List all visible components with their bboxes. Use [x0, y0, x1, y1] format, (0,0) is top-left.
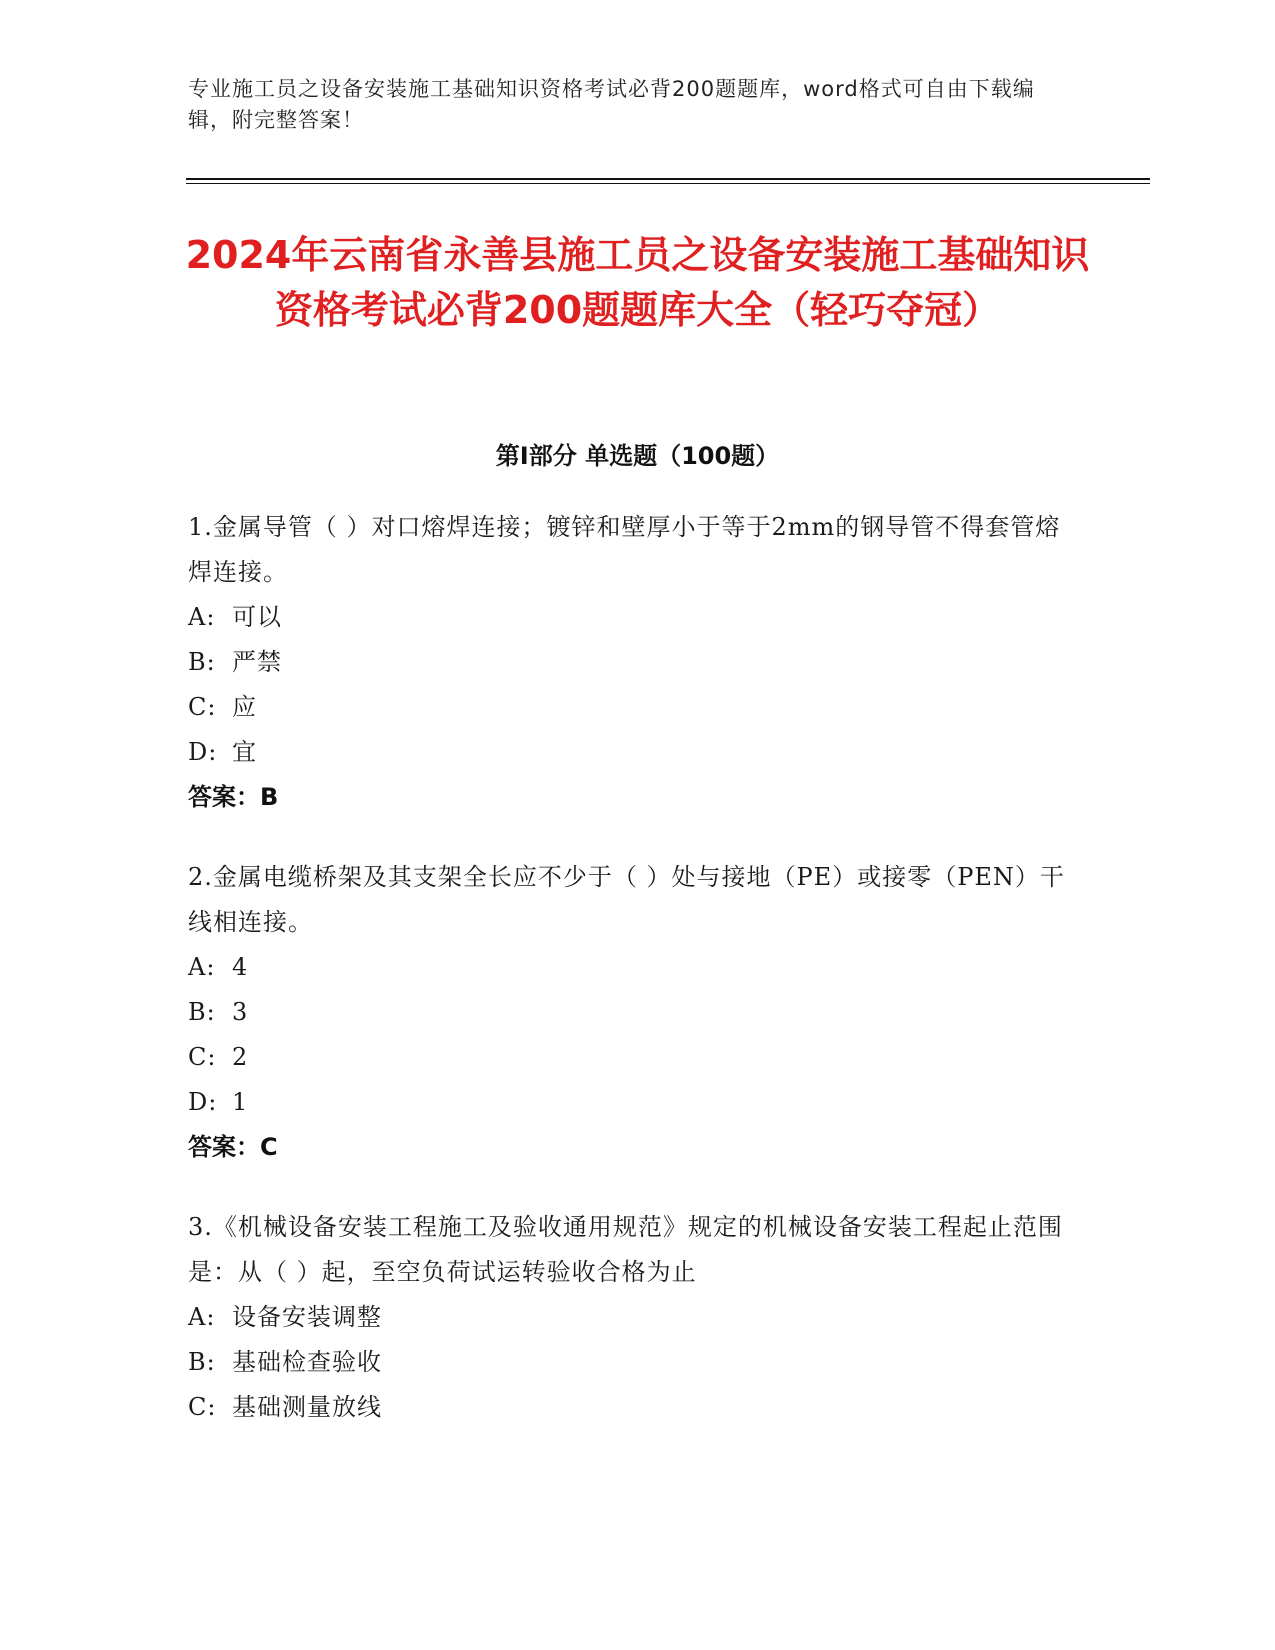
- option-b: [188, 640, 1078, 685]
- option-c: [188, 1035, 1078, 1080]
- option-text: 4: [232, 953, 249, 981]
- question-3: [188, 1205, 1078, 1430]
- option-text: 基础测量放线: [232, 1393, 382, 1421]
- option-c: [188, 685, 1078, 730]
- option-text: 2: [232, 1043, 249, 1071]
- option-a: [188, 945, 1078, 990]
- option-label: A:: [188, 953, 216, 981]
- option-label: D:: [188, 738, 218, 766]
- option-b: [188, 990, 1078, 1035]
- option-text: 宜: [232, 738, 257, 766]
- answer: 答案：C: [188, 1133, 278, 1161]
- section-title: 第I部分 单选题（100题）: [495, 442, 780, 470]
- option-text: 基础检查验收: [232, 1348, 382, 1376]
- option-label: C:: [188, 1043, 217, 1071]
- question-text: 1.金属导管（ ）对口熔焊连接；镀锌和壁厚小于等于2mm的钢导管不得套管熔焊连接。: [188, 513, 1061, 586]
- question-text: 3.《机械设备安装工程施工及验收通用规范》规定的机械设备安装工程起止范围是：从（ ）起，至空负荷试运转验收合格为止: [188, 1213, 1063, 1286]
- document-title: 2024年云南省永善县施工员之设备安装施工基础知识资格考试必背200题题库大全（轻巧夺冠）: [185, 233, 1090, 332]
- question-2: [188, 855, 1078, 1170]
- option-c: [188, 1385, 1078, 1430]
- question-text: 2.金属电缆桥架及其支架全长应不少于（ ）处与接地（PE）或接零（PEN）干线相连接。: [188, 863, 1065, 936]
- option-label: A:: [188, 603, 216, 631]
- option-d: [188, 1080, 1078, 1125]
- option-d: [188, 730, 1078, 775]
- option-label: B:: [188, 1348, 216, 1376]
- option-text: 1: [232, 1088, 249, 1116]
- option-label: D:: [188, 1088, 218, 1116]
- question-1: [188, 505, 1078, 820]
- header-note: 专业施工员之设备安装施工基础知识资格考试必背200题题库，word格式可自由下载编辑，附完整答案！: [188, 77, 1035, 132]
- header-divider-thin: [186, 183, 1150, 184]
- option-text: 可以: [232, 603, 282, 631]
- option-label: B:: [188, 998, 216, 1026]
- option-label: B:: [188, 648, 216, 676]
- option-b: [188, 1340, 1078, 1385]
- option-label: C:: [188, 693, 217, 721]
- option-a: [188, 1295, 1078, 1340]
- option-a: [188, 595, 1078, 640]
- header-divider-thick: [186, 178, 1150, 180]
- option-label: C:: [188, 1393, 217, 1421]
- answer: 答案：B: [188, 783, 279, 811]
- option-label: A:: [188, 1303, 216, 1331]
- option-text: 3: [232, 998, 249, 1026]
- option-text: 设备安装调整: [232, 1303, 382, 1331]
- option-text: 应: [232, 693, 257, 721]
- option-text: 严禁: [232, 648, 282, 676]
